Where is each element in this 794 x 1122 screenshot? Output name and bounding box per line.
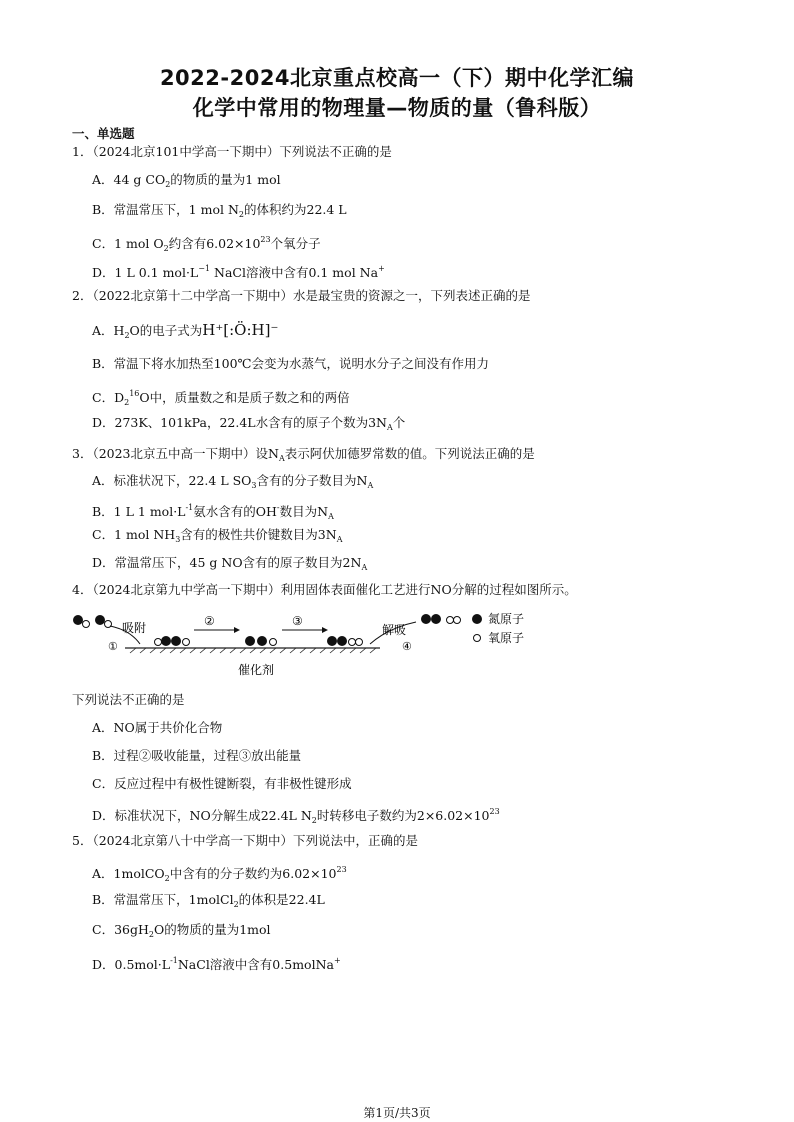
dissociated-atoms <box>245 636 277 646</box>
q3-option-a: A．标准状况下，22.4 L $SO_3$含有的分子数目为$N_A$ <box>92 473 374 490</box>
q2-option-c: C．$D_2^{16}O$中，质量数之和是质子数之和的两倍 <box>92 389 350 407</box>
step-3-label: ③ <box>292 614 303 628</box>
q5-option-a: A．1molCO$_2$中含有的分子数约为$6.02\times 10^{23}$ <box>92 865 347 883</box>
q3-option-d: D．常温常压下，45 g NO含有的原子数目为$2N_A$ <box>92 555 368 572</box>
legend-oxygen: 氧原子 <box>488 631 525 645</box>
question-2-stem: 2．（2022北京第十二中学高一下期中）水是最宝贵的资源之一，下列表述正确的是 <box>72 288 531 303</box>
question-5-stem: 5．（2024北京第八十中学高一下期中）下列说法中，正确的是 <box>72 833 419 848</box>
q5-option-b: B．常温常压下，1molCl$_2$的体积是22.4L <box>92 892 325 909</box>
page-footer: 第1页/共3页 <box>363 1106 431 1120</box>
catalyst-hatch <box>130 648 376 653</box>
section-heading: 一、单选题 <box>72 126 135 141</box>
recombined-molecules <box>327 636 363 646</box>
adsorb-label: 吸附 <box>122 621 147 635</box>
step-1-label: ① <box>108 640 118 653</box>
step-4-label: ④ <box>402 640 412 653</box>
no-molecules-initial <box>73 615 112 628</box>
oxygen-legend-icon <box>474 635 481 642</box>
q1-option-b: B．常温常压下，1 mol $N_2$的体积约为22.4 L <box>92 202 347 219</box>
desorb-label: 解吸 <box>382 623 407 637</box>
step-2-label: ② <box>204 614 215 628</box>
q5-option-d: D．$0.5mol\cdot L^{-1}NaCl$溶液中含有0.5molNa+ <box>92 956 341 972</box>
catalyst-label: 催化剂 <box>238 663 275 677</box>
legend-nitrogen: 氮原子 <box>488 612 525 626</box>
q2-option-d: D．273K、101kPa，22.4L水含有的原子个数为$3N_A$个 <box>92 415 406 432</box>
question-1-stem: 1．（2024北京101中学高一下期中）下列说法不正确的是 <box>72 144 392 159</box>
q1-option-c: C．1 mol $O_2$约含有$6.02\times 10^{23}$个氧分子 <box>92 235 321 253</box>
q3-option-c: C．1 mol $NH_3$含有的极性共价键数目为$3N_A$ <box>92 527 343 544</box>
q4-option-a: A．NO属于共价化合物 <box>92 720 223 735</box>
title-line-1: 2022-2024北京重点校高一（下）期中化学汇编 <box>159 66 635 90</box>
no-decomposition-diagram <box>70 608 590 688</box>
question-4-after: 下列说法不正确的是 <box>72 692 185 707</box>
q4-option-d: D．标准状况下，NO分解生成22.4L $N_2$时转移电子数约为$2\times 6.02\times 10^{23}$ <box>92 807 500 825</box>
q4-option-c: C．反应过程中有极性键断裂，有非极性键形成 <box>92 776 352 791</box>
q1-option-d: D．1 L 0.1 $mol\cdot L^{-1}$ NaCl溶液中含有0.1 mol Na+ <box>92 264 385 280</box>
nitrogen-legend-icon <box>472 614 482 624</box>
q2-option-a: A．$H_2O$的电子式为H⁺[:Ö:H]⁻ <box>92 321 279 340</box>
question-4-stem: 4．（2024北京第九中学高一下期中）利用固体表面催化工艺进行NO分解的过程如图所示。 <box>72 582 577 597</box>
title-line-2: 化学中常用的物理量—物质的量（鲁科版） <box>192 96 602 120</box>
q4-option-b: B．过程②吸收能量，过程③放出能量 <box>92 748 302 763</box>
q1-option-a: A．44 g $CO_2$的物质的量为1 mol <box>92 172 281 189</box>
product-molecules <box>421 614 461 624</box>
q5-option-c: C．$36gH_2O$的物质的量为1mol <box>92 922 271 939</box>
adsorbed-molecules <box>155 636 190 646</box>
q3-option-b: B．1 L 1 $mol\cdot L^{-1}$氨水含有的OH-数目为$N_A$ <box>92 503 334 521</box>
q2-option-b: B．常温下将水加热至100℃会变为水蒸气，说明水分子之间没有作用力 <box>92 356 490 371</box>
question-3-stem: 3．（2023北京五中高一下期中）设$N_A$表示阿伏加德罗常数的值。下列说法正确的是 <box>72 446 535 463</box>
